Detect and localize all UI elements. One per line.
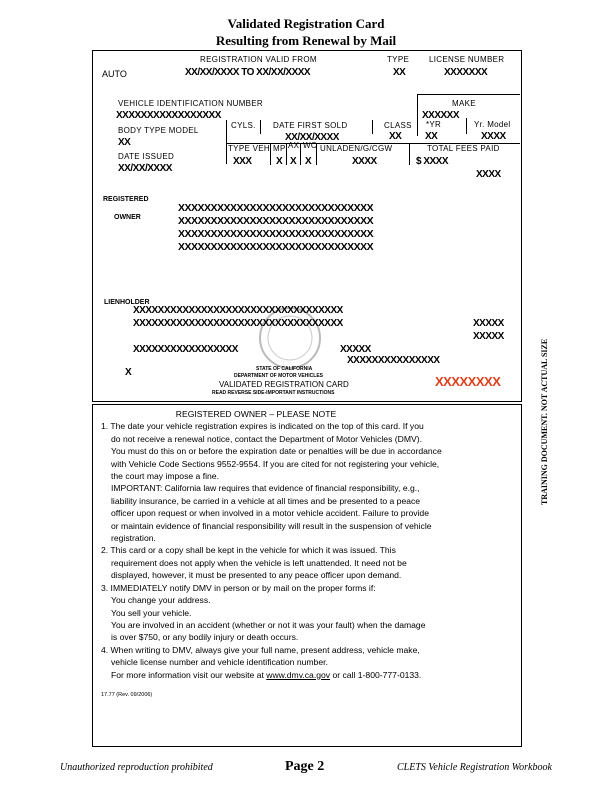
instruction-line: do not receive a renewal notice, contact the Department of Motor Vehicles (DMV). bbox=[111, 433, 422, 444]
instruction-line: 2. This card or a copy shall be kept in the vehicle for which it was issued. This bbox=[101, 545, 396, 556]
footer-right: CLETS Vehicle Registration Workbook bbox=[397, 762, 552, 773]
instructions-heading: REGISTERED OWNER – PLEASE NOTE bbox=[175, 409, 337, 419]
instruction-line: or maintain evidence of financial responsibility will result in the suspension of vehicle bbox=[111, 520, 432, 531]
instruction-line: You must do this on or before the expiration date or penalties will be due in accordance bbox=[111, 446, 442, 457]
yr-model: XXXX bbox=[481, 131, 506, 142]
yr-label: *YR bbox=[426, 120, 442, 129]
wc: X bbox=[305, 156, 312, 167]
instruction-line: is over $750, or any bodily injury or death occurs. bbox=[111, 632, 299, 643]
auto-label: AUTO bbox=[102, 69, 127, 79]
owner-line: XXXXXXXXXXXXXXXXXXXXXXXXXXXXXX bbox=[178, 241, 374, 253]
more-info-text: For more information visit our website at bbox=[111, 669, 267, 680]
right-value-1: XXXXX bbox=[473, 318, 504, 329]
unladen-label: UNLADEN/G/CGW bbox=[320, 144, 393, 153]
instruction-line: registration. bbox=[111, 533, 156, 544]
instruction-line: 3. IMMEDIATELY notify DMV in person or by mail on the proper forms if: bbox=[101, 582, 376, 593]
vin-label: VEHICLE IDENTIFICATION NUMBER bbox=[118, 99, 264, 108]
instruction-line: displayed, however, it must be presented to any peace officer upon demand. bbox=[111, 570, 402, 581]
state-text: STATE OF CALIFORNIA bbox=[256, 366, 313, 372]
license: XXXXXXX bbox=[444, 67, 488, 78]
instruction-line: with Vehicle Code Sections 9552-9554. If you are cited for not registering your vehicle, bbox=[111, 458, 440, 469]
instruction-line: requirement does not apply when the vehicle is left unattended. It need not be bbox=[111, 557, 407, 568]
reg-valid-label: REGISTRATION VALID FROM bbox=[200, 55, 317, 64]
mp-label: MP bbox=[273, 144, 286, 153]
owner-block bbox=[178, 202, 373, 254]
fees-label: TOTAL FEES PAID bbox=[427, 144, 500, 153]
class-label: CLASS bbox=[384, 121, 412, 130]
make-label: MAKE bbox=[452, 99, 476, 108]
read-reverse: READ REVERSE SIDE-IMPORTANT INSTRUCTIONS bbox=[212, 390, 335, 396]
instruction-line: IMPORTANT: California law requires that evidence of financial responsibility, e.g., bbox=[111, 483, 420, 494]
mid-value-2: XXXXXXXXXXXXXXX bbox=[347, 355, 440, 366]
registered-vertical: REGISTERED bbox=[103, 196, 149, 203]
yr: XX bbox=[425, 131, 438, 142]
title-line-1: Validated Registration Card bbox=[227, 16, 385, 31]
instruction-line: 4. When writing to DMV, always give your full name, present address, vehicle make, bbox=[101, 644, 420, 655]
ax-label: AX bbox=[288, 141, 300, 150]
instruction-line: You are involved in an accident (whether or not it was your fault) when the damage bbox=[111, 619, 426, 630]
total-fees: $ XXXX bbox=[416, 156, 449, 167]
footer-left: Unauthorized reproduction prohibited bbox=[60, 762, 213, 773]
title-line-2: Resulting from Renewal by Mail bbox=[215, 33, 397, 48]
instructions bbox=[101, 408, 531, 701]
right-value-2: XXXXX bbox=[473, 331, 504, 342]
reg-valid: XX/XX/XXXX TO XX/XX/XXXX bbox=[185, 67, 311, 78]
date-issued: XX/XX/XXXX bbox=[118, 163, 172, 174]
dfs-label: DATE FIRST SOLD bbox=[273, 121, 348, 130]
make: XXXXXX bbox=[422, 110, 460, 121]
card-name: VALIDATED REGISTRATION CARD bbox=[219, 380, 349, 389]
lien-x: X bbox=[125, 367, 132, 378]
body-label: BODY TYPE MODEL bbox=[118, 126, 199, 135]
date-first-sold: XX/XX/XXXX bbox=[285, 132, 339, 143]
owner-line: XXXXXXXXXXXXXXXXXXXXXXXXXXXXXX bbox=[178, 215, 374, 227]
instruction-line: liability insurance, be carried in a vehicle at all times and be presented to a peace bbox=[111, 495, 421, 506]
unladen: XXXX bbox=[352, 156, 377, 167]
yr-model-label: Yr. Model bbox=[474, 120, 511, 129]
form-number: 17.77 (Rev. 09/2006) bbox=[101, 691, 153, 698]
dmv-website-link[interactable]: www.dmv.ca.gov bbox=[266, 669, 331, 680]
vin: XXXXXXXXXXXXXXXXX bbox=[116, 110, 221, 121]
page-number: Page 2 bbox=[285, 759, 325, 774]
instruction-line: officer upon request or when involved in a motor vehicle accident. Failure to provide bbox=[111, 508, 429, 519]
phone-text: or call 1-800-777-0133. bbox=[330, 669, 422, 680]
license-label: LICENSE NUMBER bbox=[429, 55, 505, 64]
type-veh: XXX bbox=[233, 156, 252, 167]
issued-label: DATE ISSUED bbox=[118, 152, 175, 161]
lien-line-2: XXXXXXXXXXXXXXXXXXXXXXXXXXXXXXXXXX bbox=[133, 318, 343, 329]
dept-text: DEPARTMENT OF MOTOR VEHICLES bbox=[234, 373, 323, 379]
type-veh-label: TYPE VEH bbox=[228, 144, 270, 153]
owner-vertical: OWNER bbox=[114, 214, 141, 221]
instruction-line: You sell your vehicle. bbox=[111, 607, 192, 618]
instruction-line: You change your address. bbox=[111, 595, 211, 606]
training-document-note: TRAINING DOCUMENT. NOT ACTUAL SIZE bbox=[540, 338, 549, 505]
wc-label: WC bbox=[303, 141, 317, 150]
mid-value-1: XXXXX bbox=[340, 344, 371, 355]
instruction-line: vehicle license number and vehicle identification number. bbox=[111, 657, 328, 668]
red-control-number: XXXXXXXX bbox=[435, 374, 501, 389]
lien-line-3: XXXXXXXXXXXXXXXXX bbox=[133, 344, 238, 355]
instruction-line: 1. The date your vehicle registration expires is indicated on the top of this card. If you bbox=[101, 421, 424, 432]
lienholder-vertical: LIENHOLDER bbox=[104, 299, 150, 306]
instruction-line: the court may impose a fine. bbox=[111, 471, 219, 482]
lien-line-1: XXXXXXXXXXXXXXXXXXXXXXXXXXXXXXXXXX bbox=[133, 305, 343, 316]
owner-line: XXXXXXXXXXXXXXXXXXXXXXXXXXXXXX bbox=[178, 228, 374, 240]
ax: X bbox=[290, 156, 297, 167]
extra-value: XXXX bbox=[476, 169, 501, 180]
owner-line: XXXXXXXXXXXXXXXXXXXXXXXXXXXXXX bbox=[178, 202, 374, 214]
type-label: TYPE bbox=[387, 55, 410, 64]
cyls-label: CYLS. bbox=[231, 121, 256, 130]
mp: X bbox=[276, 156, 283, 167]
class: XX bbox=[389, 131, 402, 142]
type: XX bbox=[393, 67, 406, 78]
body: XX bbox=[118, 137, 131, 148]
